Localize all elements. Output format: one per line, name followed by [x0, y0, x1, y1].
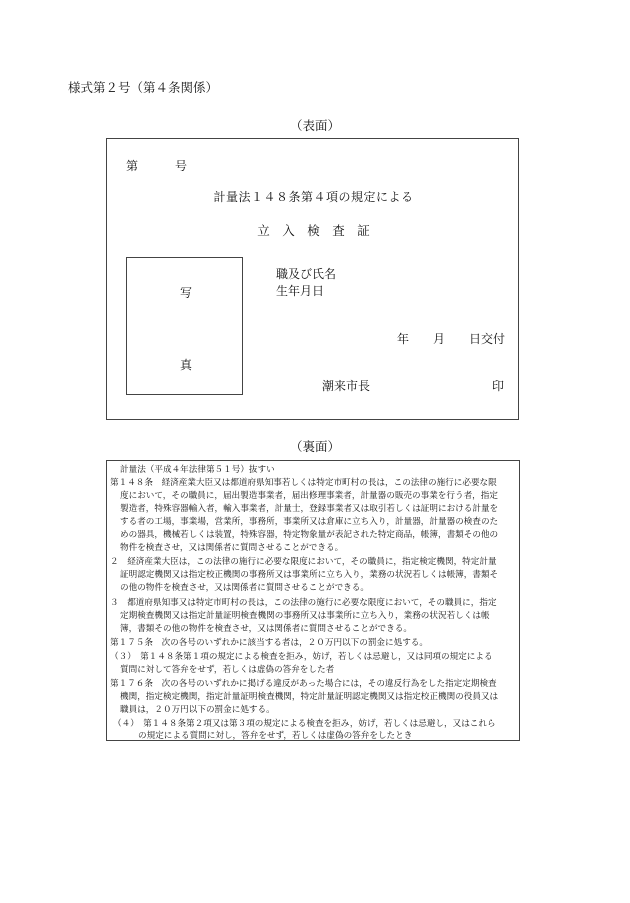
excerpt-line: の規定による質問に対し，答弁をせず，若しくは虚偽の答弁をしたとき: [138, 731, 413, 741]
card-number-prefix: 第: [126, 159, 139, 173]
front-side-heading: （表面）: [289, 118, 340, 133]
issue-year-label: 年: [397, 332, 410, 346]
position-name-label: 職及び氏名: [276, 267, 337, 281]
back-side-heading: （裏面）: [289, 439, 340, 454]
excerpt-line: （４） 第１４８条第２項又は第３項の規定による検査を拒み，妨げ，若しくは忌避し，又はこれら: [113, 719, 496, 729]
excerpt-line: 機関，指定検定機関，指定計量証明検査機関，特定計量証明認定機関又は指定校正機関の役員又は: [120, 692, 499, 702]
card-number-suffix: 号: [175, 159, 188, 173]
excerpt-line: 第１７５条 次の各号のいずれかに該当する者は，２０万円以下の罰金に処する。: [110, 638, 428, 648]
birth-date-label: 生年月日: [276, 284, 325, 298]
photo-label-top: 写: [180, 286, 193, 300]
excerpt-line: ２ 経済産業大臣は，この法律の施行に必要な限度において，その職員に，指定検定機関，特定計量: [110, 557, 497, 567]
excerpt-line: 質問に対して答弁をせず，若しくは虚偽の答弁をした者: [120, 665, 335, 675]
issue-day-label: 日交付: [469, 332, 506, 346]
excerpt-line: 定期検査機関又は指定計量証明検査機関の事務所又は事業所に立ち入り，業務の状況若しくは帳: [120, 611, 490, 621]
excerpt-line: 第１７６条 次の各号のいずれかに掲げる違反があった場合には，その違反行為をした指定定期検査: [110, 679, 497, 689]
inspection-card-front: [106, 138, 519, 420]
excerpt-line: 計量法（平成４年法律第５１号）抜すい: [120, 465, 275, 475]
card-title: 立 入 検 査 証: [257, 223, 370, 238]
excerpt-line: の他の物件を検査させ，又は関係者に質問させることができる。: [120, 583, 369, 593]
excerpt-line: 簿，書類その他の物件を検査させ，又は関係者に質問させることができる。: [120, 624, 412, 634]
excerpt-line: 証明認定機関又は指定校正機関の事務所又は事業所に立ち入り，業務の状況若しくは帳簿，書類そ: [120, 570, 499, 580]
excerpt-line: めの器具，機械若しくは装置，特殊容器，特定物象量が表記された特定商品，帳簿，書類その他の: [120, 530, 499, 540]
form-title: 様式第２号（第４条関係）: [68, 80, 219, 95]
photo-label-bottom: 真: [180, 358, 193, 372]
excerpt-line: 職員は，２０万円以下の罰金に処する。: [120, 705, 275, 715]
law-excerpt-box: [106, 460, 520, 741]
excerpt-line: （３） 第１４８条第１項の規定による検査を拒み，妨げ，若しくは忌避し，又は同項の規定による: [110, 652, 493, 662]
issuer-title: 潮来市長: [322, 379, 371, 393]
excerpt-line: 第１４８条 経済産業大臣又は都道府県知事若しくは特定市町村の長は，この法律の施行に必要な限: [110, 478, 497, 488]
law-reference-line: 計量法１４８条第４項の規定による: [213, 190, 414, 204]
excerpt-line: する者の工場，事業場，営業所，事務所，事業所又は倉庫に立ち入り，計量器，計量器の検査のた: [120, 517, 499, 527]
excerpt-line: 製造者，特殊容器輸入者，輸入事業者，計量士，登録事業者又は取引若しくは証明における計量を: [120, 504, 499, 514]
photo-area: [126, 257, 243, 395]
excerpt-line: 物件を検査させ，又は関係者に質問させることができる。: [120, 543, 344, 553]
excerpt-line: 度において，その職員に，届出製造事業者，届出修理事業者，計量器の販売の事業を行う者，指定: [120, 491, 498, 501]
excerpt-line: ３ 都道府県知事又は特定市町村の長は，この法律の施行に必要な限度において，その職員に，指定: [110, 598, 497, 608]
seal-mark: 印: [492, 379, 505, 393]
issue-month-label: 月: [433, 332, 446, 346]
